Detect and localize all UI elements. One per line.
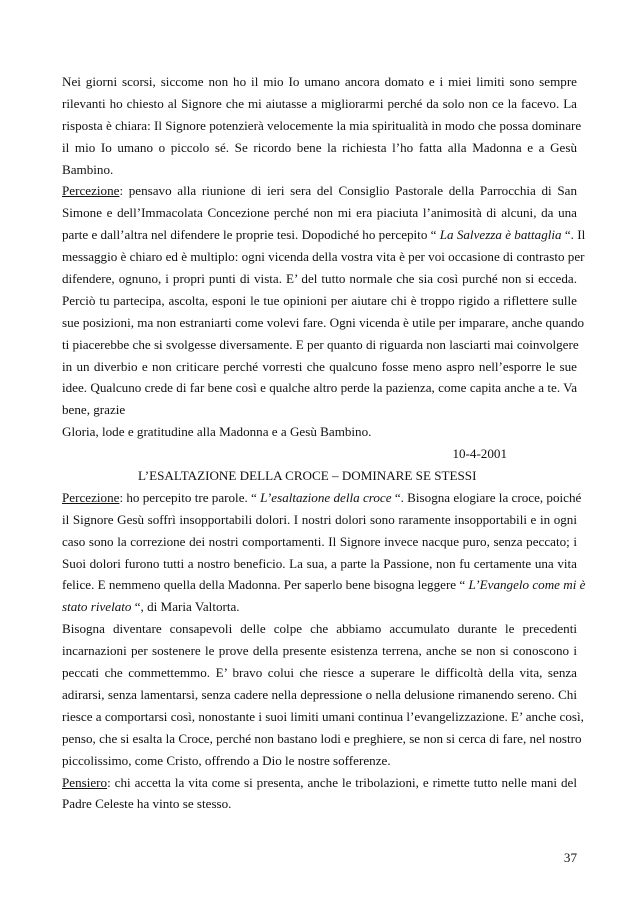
text-span: il mio Io umano o piccolo sé. Se ricordo bene la richiesta l’ho fatta alla Madonna e a Gesù	[62, 139, 577, 155]
text-span: incarnazioni per sostenere le prove della presente esistenza terrena, anche se non si conoscono i	[62, 643, 577, 659]
text-span: Bambino.	[62, 161, 114, 177]
text-line	[62, 662, 577, 684]
text-span: Bisogna diventare consapevoli delle colpe che abbiamo accumulato durante le precedenti	[62, 621, 577, 637]
text-line	[62, 224, 586, 246]
text-span: parte e dall’altra nel difendere le proprie tesi. Dopodiché ho percepito “	[62, 227, 440, 243]
text-span: Padre Celeste ha vinto se stesso.	[62, 796, 232, 812]
text-span: Suoi dolori furono tutti a nostro beneficio. La sua, a parte la Passione, non fu certamente una vita	[62, 555, 577, 571]
text-line	[62, 377, 577, 399]
text-line	[62, 596, 577, 618]
underlined-label: Pensiero	[62, 774, 108, 790]
text-line	[62, 509, 577, 531]
text-span: messaggio è chiaro ed è multiplo: ogni vicenda della vostra vita è per voi occasione di contrasto per	[62, 249, 585, 265]
text-span: L’ESALTAZIONE DELLA CROCE – DOMINARE SE STESSI	[138, 468, 477, 484]
text-span: in un diverbio e non criticare perché vorresti che qualcuno fosse meno aspro nell’esporre le sue	[62, 358, 577, 374]
text-line	[62, 137, 577, 159]
text-line	[62, 443, 577, 465]
text-line	[62, 268, 577, 290]
italic-quote: L’Evangelo come mi è	[468, 577, 586, 593]
text-line	[62, 159, 577, 181]
text-line	[62, 531, 577, 553]
text-span: Perciò tu partecipa, ascolta, esponi le tue opinioni per aiutare chi è troppo rigido a riflettere sulle	[62, 292, 577, 308]
text-line	[62, 246, 585, 268]
text-line	[62, 728, 582, 750]
text-span: peccati che commettemmo. E’ bravo colui che riesce a superare le difficoltà della vita, senza	[62, 665, 577, 681]
text-line	[62, 684, 577, 706]
text-line	[62, 356, 577, 378]
text-span: Simone e dell’Immacolata Concezione perché non mi era piaciuta l’animosità di alcuni, da una	[62, 205, 577, 221]
text-span: : ho percepito tre parole. “	[119, 489, 261, 505]
text-span: rilevanti ho chiesto al Signore che mi aiutasse a migliorarmi perché da solo non ce la facevo. La	[62, 95, 577, 111]
text-span: felice. E nemmeno quella della Madonna. Per saperlo bene bisogna leggere “	[62, 577, 469, 593]
text-span: caso sono la correzione dei nostri comportamenti. Il Signore invece nacque puro, senza peccato; i	[62, 533, 577, 549]
text-line	[62, 290, 577, 312]
text-span: ti piacerebbe che si svolgesse diversamente. E per quanto di riguarda non lasciarti mai coinvolgere	[62, 336, 579, 352]
text-line	[62, 793, 577, 815]
text-span: “. Bisogna elogiare la croce, poiché	[391, 489, 582, 505]
text-span: sue posizioni, ma non estraniarti come volevi fare. Ogni vicenda è utile per imparare, anche quando	[62, 314, 585, 330]
text-span: risposta è chiara: Il Signore potenzierà velocemente la mia spiritualità in modo che possa dominare	[62, 117, 582, 133]
body-text	[62, 71, 586, 815]
text-span: : chi accetta la vita come si presenta, anche le tribolazioni, e rimette tutto nelle mani del	[107, 774, 577, 790]
text-line	[62, 93, 577, 115]
underlined-label: Percezione	[62, 183, 120, 199]
italic-quote: stato rivelato	[62, 599, 132, 615]
text-span: : pensavo alla riunione di ieri sera del Consiglio Pastorale della Parrocchia di San	[119, 183, 577, 199]
underlined-label: Percezione	[62, 489, 120, 505]
text-line	[62, 772, 577, 794]
text-line	[62, 618, 577, 640]
text-line	[62, 465, 577, 487]
text-line	[62, 115, 582, 137]
text-span: riesce a comportarsi così, nonostante i suoi limiti umani continua l’evangelizzazione. E’ anche così,	[62, 708, 584, 724]
text-line	[62, 750, 577, 772]
text-line	[62, 640, 577, 662]
text-line	[62, 312, 585, 334]
text-line	[62, 574, 586, 596]
text-line	[62, 71, 577, 93]
text-line	[62, 202, 577, 224]
text-line	[62, 421, 577, 443]
text-span: penso, che si esalta la Croce, perché non bastano lodi e preghiere, se non si cerca di fare, nel nostro	[62, 730, 582, 746]
page-number: 37	[563, 850, 577, 865]
text-line	[62, 706, 584, 728]
text-span: Nei giorni scorsi, siccome non ho il mio Io umano ancora domato e i miei limiti sono sempre	[62, 74, 577, 89]
text-span: bene, grazie	[62, 402, 126, 418]
text-line	[62, 334, 577, 356]
text-span: difendere, ognuno, i propri punti di vista. E’ del tutto normale che sia così purché non si ecceda.	[62, 271, 577, 287]
text-span: “. Il	[561, 227, 586, 243]
text-span: adirarsi, senza lamentarsi, senza cadere nella depressione o nella delusione rimanendo sereno. Chi	[62, 686, 577, 702]
text-line	[62, 399, 577, 421]
text-line	[62, 180, 577, 202]
text-line	[62, 553, 577, 575]
italic-quote: La Salvezza è battaglia	[439, 227, 562, 243]
text-span: 10-4-2001	[452, 446, 507, 462]
text-span: “, di Maria Valtorta.	[131, 599, 240, 615]
text-span: Gloria, lode e gratitudine alla Madonna e a Gesù Bambino.	[62, 424, 372, 440]
text-line	[62, 487, 582, 509]
text-span: idee. Qualcuno crede di far bene così e qualche altro perde la pazienza, come capita anche a te. Va	[62, 380, 577, 396]
italic-quote: L’esaltazione della croce	[260, 489, 392, 505]
text-span: il Signore Gesù soffrì insopportabili dolori. I nostri dolori sono raramente insopportabili e in ogni	[62, 511, 577, 527]
text-span: piccolissimo, come Cristo, offrendo a Dio le nostre sofferenze.	[62, 752, 391, 768]
